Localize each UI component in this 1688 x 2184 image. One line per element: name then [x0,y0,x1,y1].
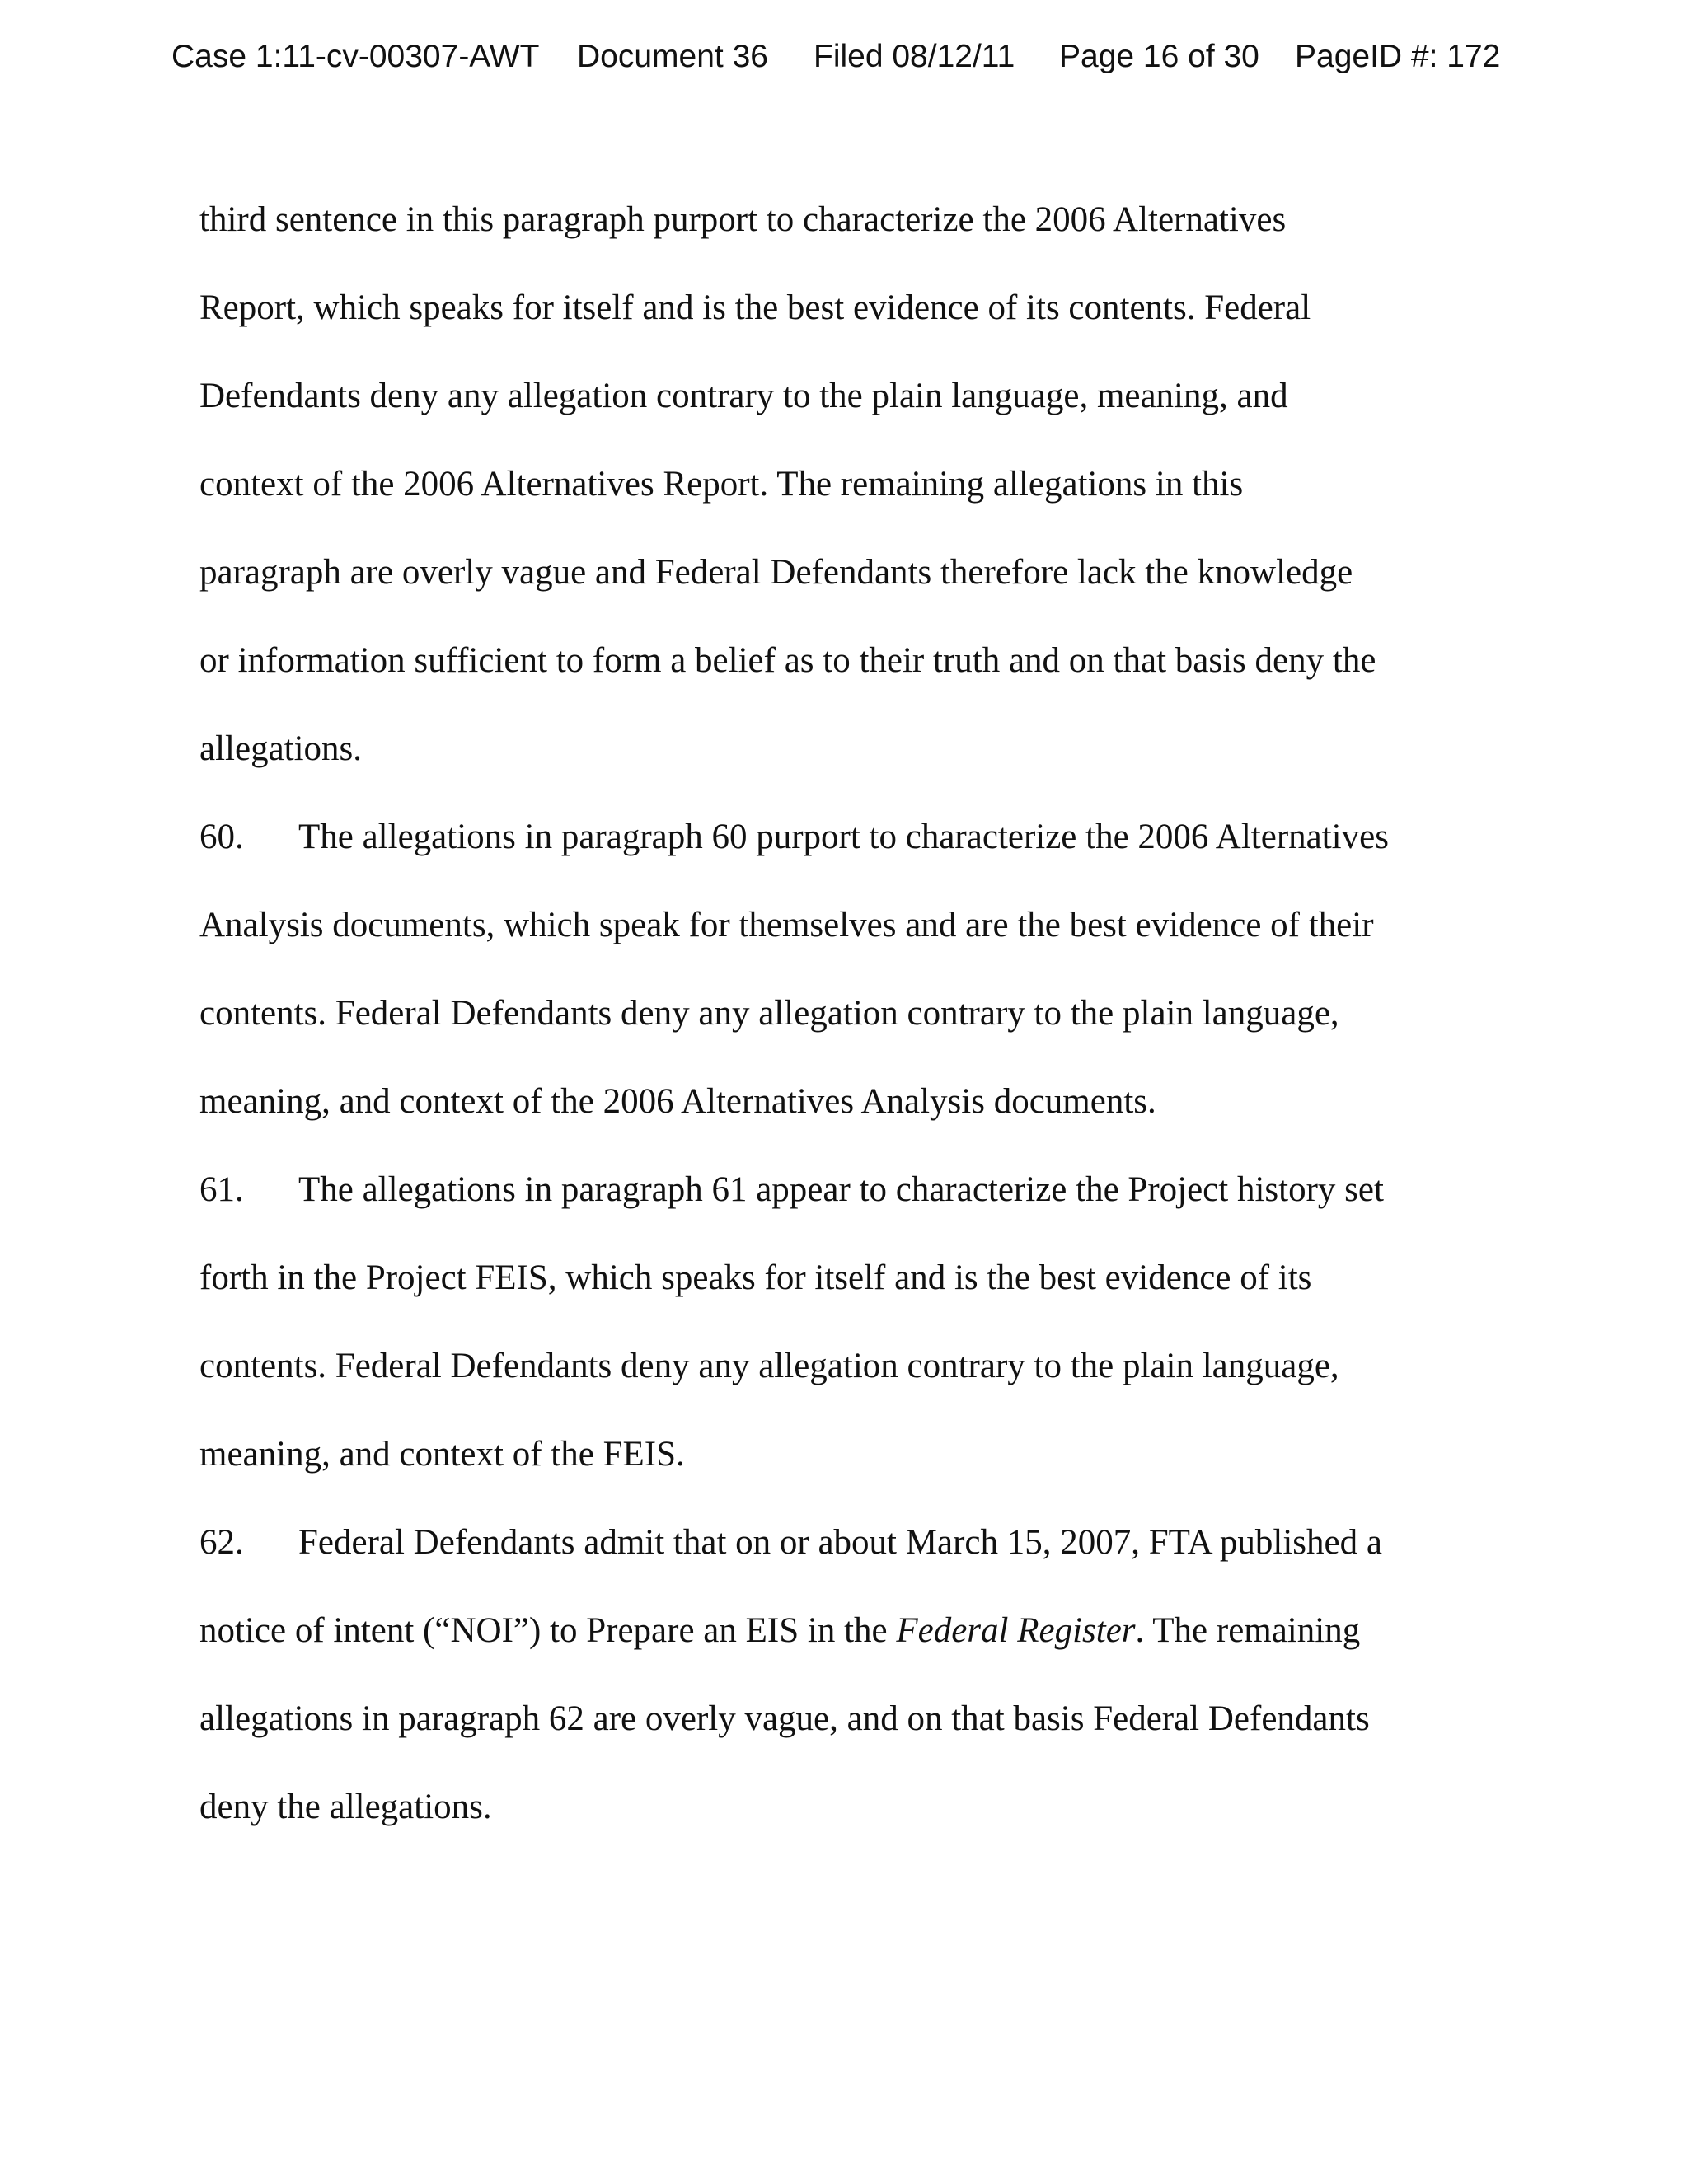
body-line: meaning, and context of the 2006 Alternatives Analysis documents. [199,1082,1156,1121]
body-line: context of the 2006 Alternatives Report. The remaining allegations in this [199,465,1244,504]
body-line: contents. Federal Defendants deny any allegation contrary to the plain language, [199,994,1339,1033]
body-line: allegations. [199,729,363,768]
body-line: or information sufficient to form a belief as to their truth and on that basis deny the [199,641,1376,680]
header-filed-date: Filed 08/12/11 [814,39,1015,74]
italic-publication-title: Federal Register [896,1611,1136,1650]
body-line: Analysis documents, which speak for themselves and are the best evidence of their [199,906,1374,944]
body-line: Federal Defendants admit that on or about March 15, 2007, FTA published a [298,1523,1382,1562]
paragraph-number-62: 62. [199,1523,244,1562]
body-line: forth in the Project FEIS, which speaks for itself and is the best evidence of its [199,1258,1312,1297]
body-text-segment: . The remaining [1135,1611,1361,1650]
header-document-number: Document 36 [577,39,768,74]
body-line: contents. Federal Defendants deny any allegation contrary to the plain language, [199,1347,1339,1385]
body-line: third sentence in this paragraph purport to characterize the 2006 Alternatives [199,200,1287,239]
body-line: meaning, and context of the FEIS. [199,1435,685,1474]
header-case-number: Case 1:11-cv-00307-AWT [171,39,540,74]
body-text-segment: notice of intent (“NOI”) to Prepare an EIS in the [199,1611,897,1650]
header-page-id: PageID #: 172 [1295,39,1501,74]
body-line: Defendants deny any allegation contrary to the plain language, meaning, and [199,377,1288,415]
paragraph-number-61: 61. [199,1170,244,1209]
body-line: The allegations in paragraph 60 purport to characterize the 2006 Alternatives [298,818,1389,856]
header-page-number: Page 16 of 30 [1059,39,1259,74]
paragraph-number-60: 60. [199,818,244,856]
body-line: The allegations in paragraph 61 appear to characterize the Project history set [298,1170,1384,1209]
body-line: deny the allegations. [199,1788,492,1826]
body-line: paragraph are overly vague and Federal Defendants therefore lack the knowledge [199,553,1353,592]
case-header [171,36,1523,77]
body-line: Report, which speaks for itself and is the best evidence of its contents. Federal [199,288,1311,327]
body-line-with-italic [199,1606,1360,1656]
body-line: allegations in paragraph 62 are overly vague, and on that basis Federal Defendants [199,1699,1370,1738]
